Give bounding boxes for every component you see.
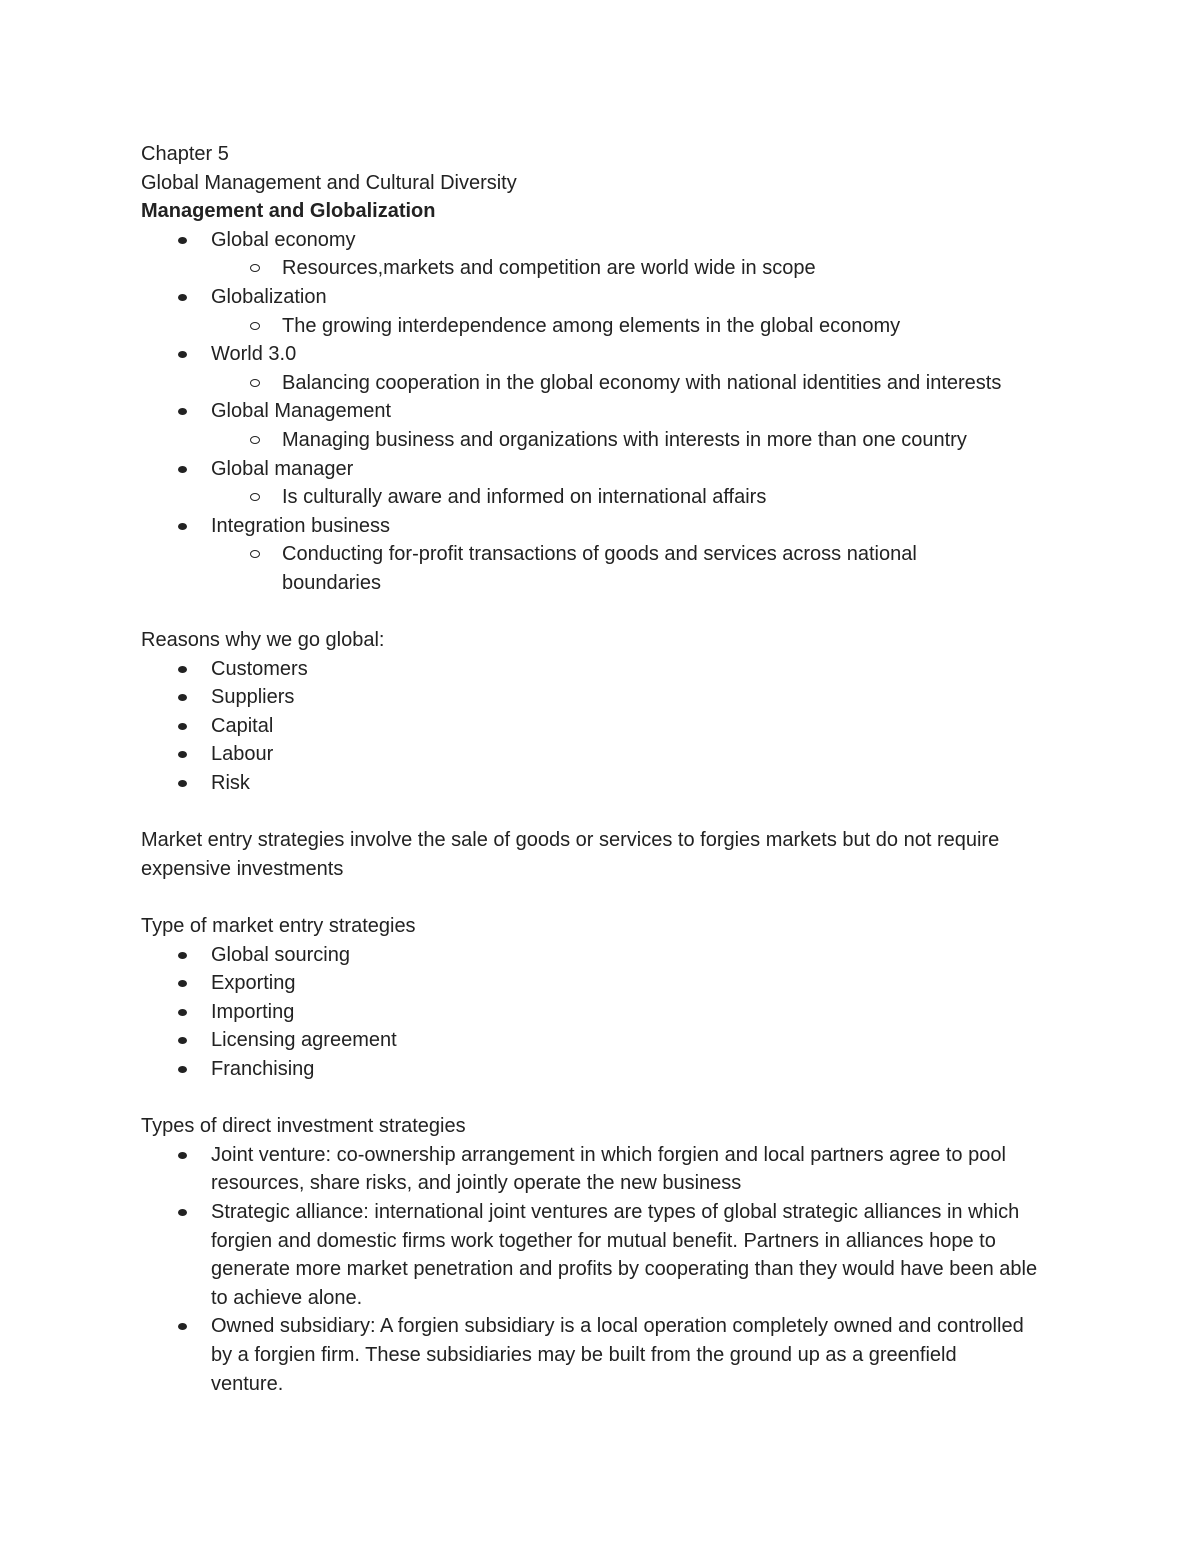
term-definition: Is culturally aware and informed on international affairs [141, 483, 1071, 512]
reasons-heading: Reasons why we go global: [141, 629, 385, 652]
document-page [141, 140, 1071, 1398]
list-item: Strategic alliance: international joint ventures are types of global strategic alliances in which forgien and domestic firms work together for mutual benefit. Partners in alliances hope to generate more market penetration and profits by cooperating than they would have been able to achieve alone. [141, 1198, 1071, 1312]
hollow-bullet-icon [250, 379, 260, 387]
bullet-icon [178, 466, 187, 473]
bullet-icon [178, 1037, 187, 1044]
term-definition: The growing interdependence among elements in the global economy [141, 312, 1071, 341]
bullet-icon [178, 1066, 187, 1073]
terms-list [141, 226, 1071, 598]
bullet-icon [178, 694, 187, 701]
bullet-icon [178, 666, 187, 673]
list-item: Exporting [141, 969, 1071, 998]
term-item: Globalization [141, 283, 1071, 312]
bullet-icon [178, 237, 187, 244]
term-item: Global Management [141, 397, 1071, 426]
list-item: Suppliers [141, 683, 1071, 712]
list-item: Owned subsidiary: A forgien subsidiary is a local operation completely owned and controlled by a forgien firm. These subsidiaries may be built from the ground up as a greenfield venture. [141, 1312, 1071, 1398]
list-item: Licensing agreement [141, 1026, 1071, 1055]
list-item: Labour [141, 740, 1071, 769]
bullet-icon [178, 751, 187, 758]
bullet-icon [178, 1152, 187, 1159]
term-item: Integration business [141, 512, 1071, 541]
reasons-list [141, 655, 1071, 798]
market-entry-paragraph: Market entry strategies involve the sale of goods or services to forgies markets but do not require expensive investments [141, 829, 1000, 880]
hollow-bullet-icon [250, 322, 260, 330]
section-heading: Management and Globalization [141, 200, 436, 223]
bullet-icon [178, 351, 187, 358]
list-item: Global sourcing [141, 941, 1071, 970]
paragraph-spacer [141, 798, 1071, 827]
entry-types-list [141, 941, 1071, 1084]
list-item: Capital [141, 712, 1071, 741]
bullet-icon [178, 780, 187, 787]
hollow-bullet-icon [250, 436, 260, 444]
paragraph-spacer [141, 598, 1071, 627]
bullet-icon [178, 1323, 187, 1330]
bullet-icon [178, 952, 187, 959]
bullet-icon [178, 294, 187, 301]
list-item: Importing [141, 998, 1071, 1027]
term-item: World 3.0 [141, 340, 1071, 369]
direct-heading: Types of direct investment strategies [141, 1115, 466, 1138]
bullet-icon [178, 1209, 187, 1216]
hollow-bullet-icon [250, 550, 260, 558]
term-definition: Balancing cooperation in the global economy with national identities and interests [141, 369, 1071, 398]
term-item: Global manager [141, 455, 1071, 484]
hollow-bullet-icon [250, 493, 260, 501]
list-item: Customers [141, 655, 1071, 684]
direct-types-list [141, 1141, 1071, 1398]
bullet-icon [178, 408, 187, 415]
hollow-bullet-icon [250, 264, 260, 272]
list-item: Risk [141, 769, 1071, 798]
term-definition: Resources,markets and competition are world wide in scope [141, 254, 1071, 283]
paragraph-spacer [141, 1084, 1071, 1113]
chapter-label: Chapter 5 [141, 143, 229, 165]
term-definition: Conducting for-profit transactions of goods and services across national boundaries [141, 540, 1071, 597]
term-definition: Managing business and organizations with interests in more than one country [141, 426, 1071, 455]
list-item: Franchising [141, 1055, 1071, 1084]
term-item: Global economy [141, 226, 1071, 255]
bullet-icon [178, 1009, 187, 1016]
bullet-icon [178, 723, 187, 730]
document-subtitle: Global Management and Cultural Diversity [141, 171, 517, 194]
bullet-icon [178, 980, 187, 987]
bullet-icon [178, 523, 187, 530]
list-item: Joint venture: co-ownership arrangement in which forgien and local partners agree to pool resources, share risks, and jointly operate the new business [141, 1141, 1071, 1198]
entry-types-heading: Type of market entry strategies [141, 915, 416, 938]
paragraph-spacer [141, 883, 1071, 912]
